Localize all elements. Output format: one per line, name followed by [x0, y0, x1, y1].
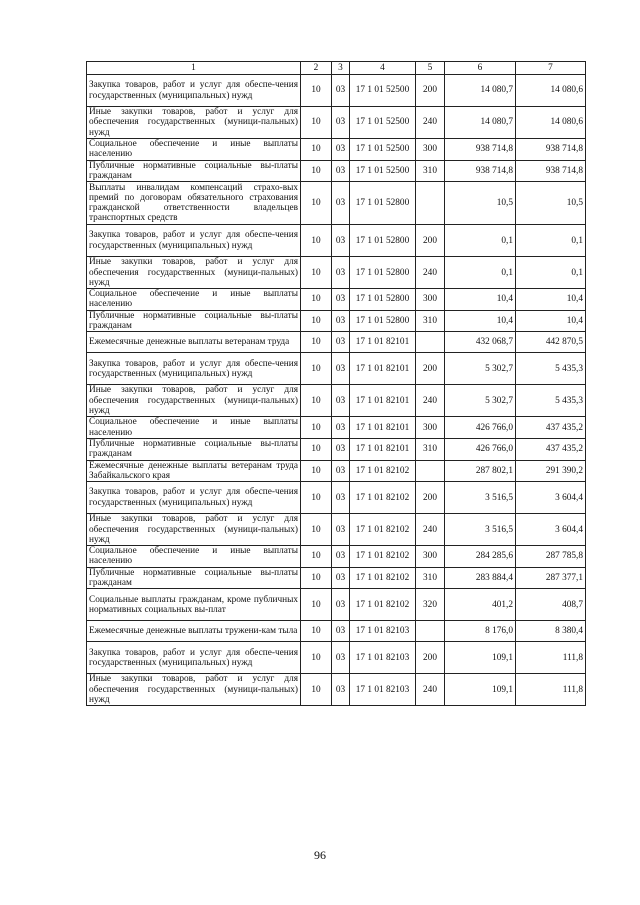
cell-name: Социальные выплаты гражданам, кроме публичных нормативных социальных вы-плат	[87, 589, 301, 621]
cell-subsection: 03	[332, 107, 350, 139]
cell-name: Ежемесячные денежные выплаты ветеранам труда Забайкальского края	[87, 460, 301, 482]
cell-expense-type	[416, 460, 445, 482]
cell-target-code: 17 1 01 82102	[350, 589, 416, 621]
cell-subsection: 03	[332, 514, 350, 546]
cell-subsection: 03	[332, 589, 350, 621]
cell-target-code: 17 1 01 82102	[350, 514, 416, 546]
cell-value-col6: 0,1	[445, 225, 516, 257]
cell-subsection: 03	[332, 310, 350, 332]
cell-expense-type: 310	[416, 310, 445, 332]
cell-section: 10	[301, 589, 332, 621]
cell-expense-type	[416, 332, 445, 353]
cell-name: Выплаты инвалидам компенсаций страхо-вых премий по договорам обязательного страхования гражданской ответственности владельцев транспортных средств	[87, 182, 301, 225]
cell-value-col6: 109,1	[445, 642, 516, 674]
cell-value-col6: 938 714,8	[445, 139, 516, 161]
cell-expense-type	[416, 621, 445, 642]
cell-subsection: 03	[332, 160, 350, 182]
cell-name: Иные закупки товаров, работ и услуг для обеспечения государственных (муници-пальных) нужд	[87, 514, 301, 546]
cell-section: 10	[301, 674, 332, 706]
cell-subsection: 03	[332, 567, 350, 589]
cell-target-code: 17 1 01 82101	[350, 385, 416, 417]
cell-value-col6: 401,2	[445, 589, 516, 621]
cell-target-code: 17 1 01 82102	[350, 567, 416, 589]
table-row	[87, 310, 586, 332]
cell-name: Закупка товаров, работ и услуг для обеспе-чения государственных (муниципальных) нужд	[87, 642, 301, 674]
cell-section: 10	[301, 160, 332, 182]
cell-value-col7: 8 380,4	[516, 621, 586, 642]
cell-subsection: 03	[332, 417, 350, 439]
cell-name: Ежемесячные денежные выплаты тружени-кам тыла	[87, 621, 301, 642]
header-col-4: 4	[350, 62, 416, 75]
cell-section: 10	[301, 514, 332, 546]
table-row	[87, 514, 586, 546]
cell-expense-type: 300	[416, 546, 445, 568]
cell-target-code: 17 1 01 52500	[350, 107, 416, 139]
cell-value-col6: 14 080,7	[445, 75, 516, 107]
cell-expense-type: 240	[416, 257, 445, 289]
cell-value-col7: 442 870,5	[516, 332, 586, 353]
table-row	[87, 674, 586, 706]
table-row	[87, 460, 586, 482]
cell-name: Иные закупки товаров, работ и услуг для обеспечения государственных (муници-пальных) нужд	[87, 257, 301, 289]
cell-target-code: 17 1 01 52800	[350, 289, 416, 311]
cell-name: Закупка товаров, работ и услуг для обеспе-чения государственных (муниципальных) нужд	[87, 225, 301, 257]
table-body	[87, 62, 586, 706]
table-row	[87, 332, 586, 353]
cell-value-col6: 10,4	[445, 310, 516, 332]
table-row	[87, 567, 586, 589]
cell-section: 10	[301, 332, 332, 353]
cell-name: Закупка товаров, работ и услуг для обеспе-чения государственных (муниципальных) нужд	[87, 353, 301, 385]
cell-subsection: 03	[332, 460, 350, 482]
cell-expense-type: 310	[416, 438, 445, 460]
cell-section: 10	[301, 139, 332, 161]
cell-value-col7: 14 080,6	[516, 75, 586, 107]
table-row	[87, 160, 586, 182]
cell-value-col7: 291 390,2	[516, 460, 586, 482]
cell-value-col7: 3 604,4	[516, 482, 586, 514]
cell-name: Ежемесячные денежные выплаты ветеранам труда	[87, 332, 301, 353]
cell-value-col6: 3 516,5	[445, 482, 516, 514]
cell-value-col6: 283 884,4	[445, 567, 516, 589]
cell-subsection: 03	[332, 353, 350, 385]
table-row	[87, 107, 586, 139]
cell-target-code: 17 1 01 82103	[350, 621, 416, 642]
table-row	[87, 546, 586, 568]
table-row	[87, 385, 586, 417]
cell-value-col6: 5 302,7	[445, 353, 516, 385]
cell-subsection: 03	[332, 332, 350, 353]
cell-target-code: 17 1 01 52500	[350, 75, 416, 107]
cell-value-col6: 14 080,7	[445, 107, 516, 139]
cell-name: Закупка товаров, работ и услуг для обеспе-чения государственных (муниципальных) нужд	[87, 482, 301, 514]
cell-value-col6: 938 714,8	[445, 160, 516, 182]
cell-target-code: 17 1 01 82103	[350, 674, 416, 706]
cell-target-code: 17 1 01 52800	[350, 310, 416, 332]
cell-value-col7: 287 377,1	[516, 567, 586, 589]
cell-subsection: 03	[332, 75, 350, 107]
cell-name: Иные закупки товаров, работ и услуг для обеспечения государственных (муници-пальных) нужд	[87, 107, 301, 139]
cell-subsection: 03	[332, 674, 350, 706]
table-row	[87, 621, 586, 642]
cell-target-code: 17 1 01 52800	[350, 182, 416, 225]
cell-value-col7: 287 785,8	[516, 546, 586, 568]
header-col-5: 5	[416, 62, 445, 75]
cell-section: 10	[301, 546, 332, 568]
cell-value-col7: 10,4	[516, 310, 586, 332]
cell-name: Публичные нормативные социальные вы-платы гражданам	[87, 310, 301, 332]
cell-expense-type: 200	[416, 75, 445, 107]
cell-target-code: 17 1 01 52500	[350, 160, 416, 182]
cell-target-code: 17 1 01 52800	[350, 225, 416, 257]
cell-value-col6: 8 176,0	[445, 621, 516, 642]
cell-section: 10	[301, 107, 332, 139]
cell-section: 10	[301, 482, 332, 514]
table-row	[87, 417, 586, 439]
cell-expense-type: 300	[416, 289, 445, 311]
cell-value-col6: 284 285,6	[445, 546, 516, 568]
cell-value-col7: 111,8	[516, 674, 586, 706]
cell-value-col7: 5 435,3	[516, 353, 586, 385]
cell-section: 10	[301, 75, 332, 107]
cell-target-code: 17 1 01 82101	[350, 417, 416, 439]
cell-name: Социальное обеспечение и иные выплаты населению	[87, 546, 301, 568]
cell-value-col6: 5 302,7	[445, 385, 516, 417]
cell-section: 10	[301, 310, 332, 332]
cell-value-col7: 0,1	[516, 257, 586, 289]
cell-value-col6: 109,1	[445, 674, 516, 706]
table-row	[87, 257, 586, 289]
table-row	[87, 75, 586, 107]
header-col-1: 1	[87, 62, 301, 75]
page-number: 96	[314, 848, 326, 862]
cell-expense-type: 200	[416, 225, 445, 257]
cell-subsection: 03	[332, 225, 350, 257]
cell-target-code: 17 1 01 82103	[350, 642, 416, 674]
header-row	[87, 62, 586, 75]
cell-expense-type: 200	[416, 353, 445, 385]
cell-value-col7: 10,4	[516, 289, 586, 311]
cell-value-col7: 111,8	[516, 642, 586, 674]
cell-target-code: 17 1 01 82101	[350, 438, 416, 460]
cell-target-code: 17 1 01 52500	[350, 139, 416, 161]
cell-expense-type: 200	[416, 642, 445, 674]
cell-target-code: 17 1 01 82101	[350, 332, 416, 353]
table-row	[87, 642, 586, 674]
header-col-6: 6	[445, 62, 516, 75]
cell-target-code: 17 1 01 82102	[350, 460, 416, 482]
cell-subsection: 03	[332, 438, 350, 460]
cell-value-col7: 408,7	[516, 589, 586, 621]
cell-name: Социальное обеспечение и иные выплаты населению	[87, 139, 301, 161]
cell-value-col7: 10,5	[516, 182, 586, 225]
cell-value-col6: 287 802,1	[445, 460, 516, 482]
cell-section: 10	[301, 289, 332, 311]
cell-subsection: 03	[332, 482, 350, 514]
cell-section: 10	[301, 417, 332, 439]
cell-subsection: 03	[332, 257, 350, 289]
cell-expense-type: 300	[416, 417, 445, 439]
cell-value-col7: 5 435,3	[516, 385, 586, 417]
cell-value-col7: 938 714,8	[516, 139, 586, 161]
budget-table	[86, 61, 586, 706]
cell-value-col6: 432 068,7	[445, 332, 516, 353]
cell-name: Иные закупки товаров, работ и услуг для обеспечения государственных (муници-пальных) нужд	[87, 385, 301, 417]
cell-section: 10	[301, 225, 332, 257]
table-row	[87, 482, 586, 514]
cell-value-col7: 14 080,6	[516, 107, 586, 139]
table-row	[87, 353, 586, 385]
cell-target-code: 17 1 01 82102	[350, 546, 416, 568]
cell-subsection: 03	[332, 621, 350, 642]
table-row	[87, 139, 586, 161]
cell-name: Публичные нормативные социальные вы-платы гражданам	[87, 160, 301, 182]
cell-expense-type: 240	[416, 514, 445, 546]
cell-expense-type: 240	[416, 385, 445, 417]
table-row	[87, 182, 586, 225]
cell-subsection: 03	[332, 182, 350, 225]
cell-target-code: 17 1 01 82102	[350, 482, 416, 514]
header-col-2: 2	[301, 62, 332, 75]
cell-subsection: 03	[332, 289, 350, 311]
cell-name: Публичные нормативные социальные вы-платы гражданам	[87, 438, 301, 460]
cell-section: 10	[301, 567, 332, 589]
cell-value-col7: 437 435,2	[516, 417, 586, 439]
cell-value-col7: 938 714,8	[516, 160, 586, 182]
cell-name: Закупка товаров, работ и услуг для обеспе-чения государственных (муниципальных) нужд	[87, 75, 301, 107]
cell-section: 10	[301, 438, 332, 460]
table-row	[87, 225, 586, 257]
cell-section: 10	[301, 460, 332, 482]
cell-target-code: 17 1 01 82101	[350, 353, 416, 385]
cell-subsection: 03	[332, 385, 350, 417]
header-col-7: 7	[516, 62, 586, 75]
cell-expense-type	[416, 182, 445, 225]
cell-subsection: 03	[332, 642, 350, 674]
cell-subsection: 03	[332, 546, 350, 568]
cell-value-col6: 426 766,0	[445, 417, 516, 439]
cell-section: 10	[301, 621, 332, 642]
cell-section: 10	[301, 385, 332, 417]
cell-expense-type: 300	[416, 139, 445, 161]
cell-section: 10	[301, 257, 332, 289]
cell-name: Социальное обеспечение и иные выплаты населению	[87, 289, 301, 311]
cell-name: Социальное обеспечение и иные выплаты населению	[87, 417, 301, 439]
cell-value-col6: 3 516,5	[445, 514, 516, 546]
cell-value-col7: 437 435,2	[516, 438, 586, 460]
cell-expense-type: 240	[416, 107, 445, 139]
cell-value-col6: 10,5	[445, 182, 516, 225]
table-row	[87, 289, 586, 311]
header-col-3: 3	[332, 62, 350, 75]
cell-value-col6: 10,4	[445, 289, 516, 311]
cell-section: 10	[301, 642, 332, 674]
cell-expense-type: 240	[416, 674, 445, 706]
cell-expense-type: 310	[416, 160, 445, 182]
cell-value-col6: 426 766,0	[445, 438, 516, 460]
cell-value-col7: 3 604,4	[516, 514, 586, 546]
cell-value-col6: 0,1	[445, 257, 516, 289]
cell-section: 10	[301, 353, 332, 385]
table-row	[87, 589, 586, 621]
cell-subsection: 03	[332, 139, 350, 161]
cell-expense-type: 320	[416, 589, 445, 621]
cell-section: 10	[301, 182, 332, 225]
cell-value-col7: 0,1	[516, 225, 586, 257]
cell-expense-type: 310	[416, 567, 445, 589]
cell-expense-type: 200	[416, 482, 445, 514]
cell-name: Публичные нормативные социальные вы-платы гражданам	[87, 567, 301, 589]
cell-target-code: 17 1 01 52800	[350, 257, 416, 289]
cell-name: Иные закупки товаров, работ и услуг для обеспечения государственных (муници-пальных) нужд	[87, 674, 301, 706]
table-row	[87, 438, 586, 460]
